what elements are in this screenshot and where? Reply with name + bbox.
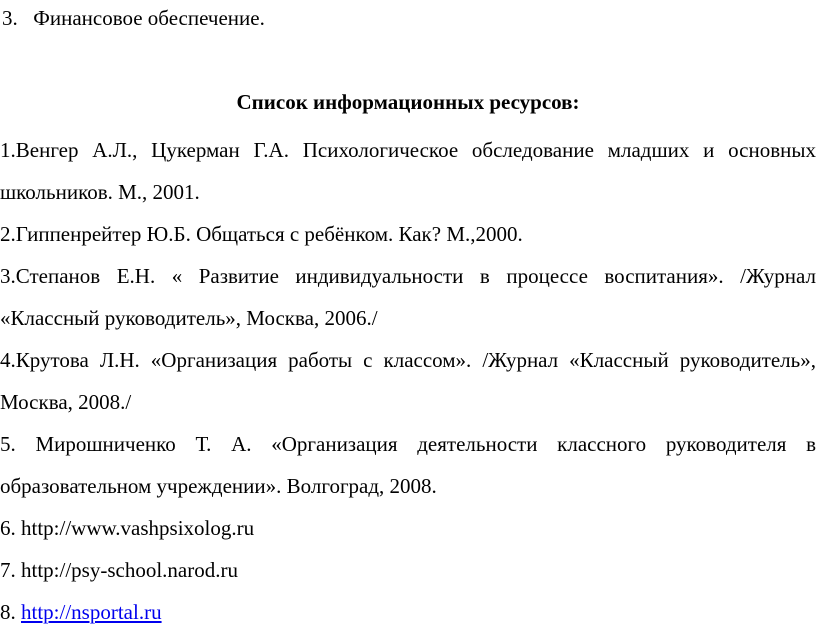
section-title: Финансовое обеспечение.: [33, 6, 265, 30]
reference-text: Степанов Е.Н. « Развитие индивидуальности в процессе воспитания». /Журнал «Классный руководитель», Москва, 2006./: [0, 264, 816, 330]
reference-number: 6.: [0, 516, 21, 540]
reference-item-4: [0, 339, 816, 423]
reference-item-8: [0, 591, 816, 633]
reference-item-6: [0, 507, 816, 549]
reference-text: Гиппенрейтер Ю.Б. Общаться с ребёнком. Как? М.,2000.: [15, 222, 523, 246]
reference-item-7: [0, 549, 816, 591]
list-title: Список информационных ресурсов:: [236, 90, 580, 114]
section-heading: [2, 4, 265, 32]
reference-item-2: [0, 213, 816, 255]
reference-number: 5.: [0, 432, 36, 456]
reference-text: Крутова Л.Н. «Организация работы с классом». /Журнал «Классный руководитель», Москва, 2008./: [0, 348, 816, 414]
reference-number: 3.: [0, 264, 16, 288]
reference-number: 4.: [0, 348, 16, 372]
reference-number: 2.: [0, 222, 16, 246]
reference-text: http://www.vashpsixolog.ru: [21, 516, 255, 540]
reference-item-1: [0, 129, 816, 213]
reference-number: 1.: [0, 138, 16, 162]
reference-list: [0, 129, 816, 633]
reference-number: 7.: [0, 558, 21, 582]
reference-text: http://psy-school.narod.ru: [21, 558, 238, 582]
reference-item-3: [0, 255, 816, 339]
reference-number: 8.: [0, 600, 21, 624]
reference-text: Венгер А.Л., Цукерман Г.А. Психологическое обследование младших и основных школьников. М., 2001.: [0, 138, 816, 204]
reference-text: Мирошниченко Т. А. «Организация деятельности классного руководителя в образовательном учреждении». Волгоград, 2008.: [0, 432, 816, 498]
reference-item-5: [0, 423, 816, 507]
nsportal-link[interactable]: http://nsportal.ru: [21, 600, 162, 624]
section-number: 3.: [2, 6, 18, 30]
